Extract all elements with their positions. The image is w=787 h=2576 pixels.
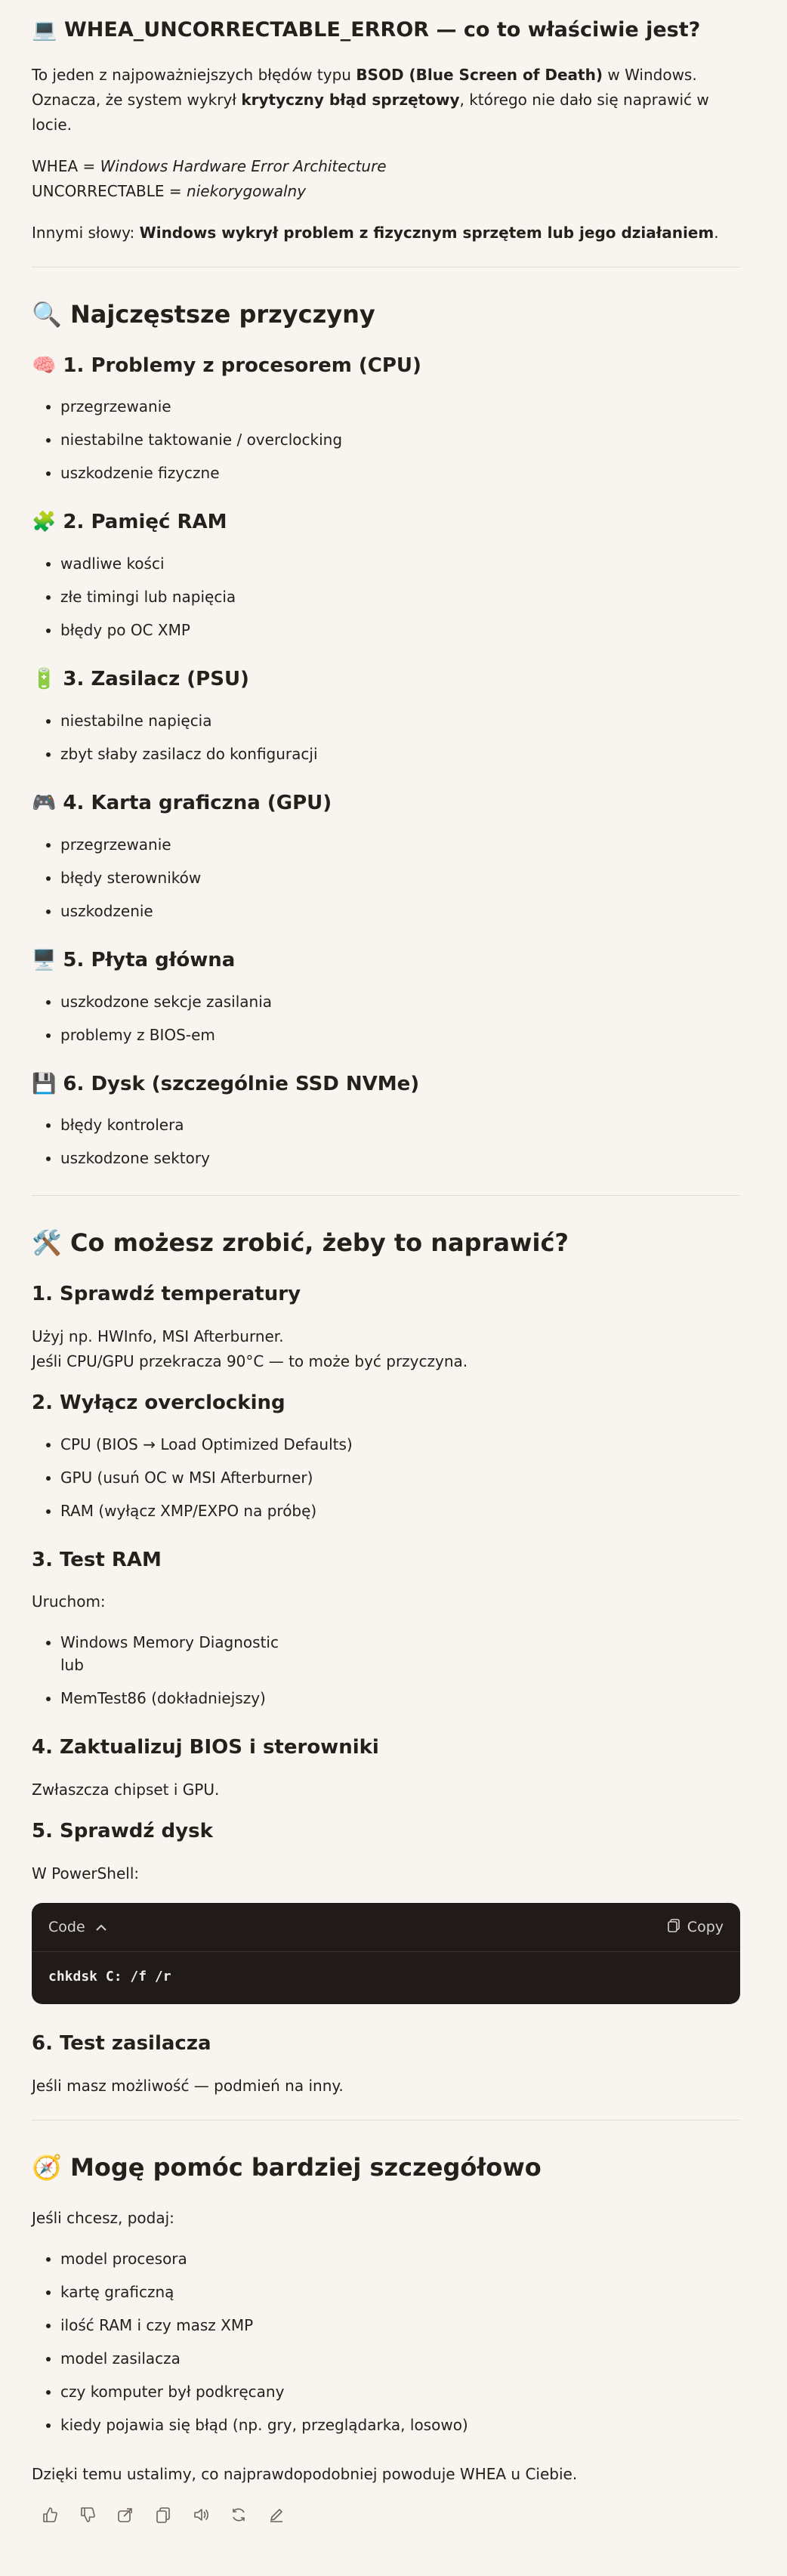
copy-icon bbox=[668, 1919, 680, 1936]
thumbs-down-icon[interactable] bbox=[77, 2507, 98, 2528]
copy-code-button[interactable] bbox=[668, 1919, 724, 1936]
list-item: • zbyt słaby zasilacz do konfiguracji bbox=[60, 743, 740, 765]
summary-paragraph: Innymi słowy: Windows wykrył problem z fizycznym sprzętem lub jego działaniem. bbox=[32, 224, 719, 242]
code-collapse-toggle[interactable] bbox=[48, 1919, 106, 1935]
cause-cpu-list bbox=[32, 395, 740, 484]
list-item: • uszkodzenie bbox=[60, 900, 740, 922]
fix-step-2-title: 2. Wyłącz overclocking bbox=[32, 1391, 285, 1414]
page-title: 💻 WHEA_UNCORRECTABLE_ERROR — co to właściwie jest? bbox=[32, 18, 701, 42]
divider bbox=[32, 1195, 740, 1196]
fix-step-1-title: 1. Sprawdź temperatury bbox=[32, 1283, 301, 1306]
help-heading: 🧭 Mogę pomóc bardziej szczegółowo bbox=[32, 2152, 542, 2182]
list-item: • uszkodzenie fizyczne bbox=[60, 462, 740, 484]
list-item: • uszkodzone sekcje zasilania bbox=[60, 990, 740, 1013]
closing-text: Dzięki temu ustalimy, co najprawdopodobniej powoduje WHEA u Ciebie. bbox=[32, 2465, 578, 2484]
list-item: • niestabilne taktowanie / overclocking bbox=[60, 428, 740, 451]
list-item: • problemy z BIOS-em bbox=[60, 1024, 740, 1046]
chat-message bbox=[32, 17, 740, 2528]
fix-heading: 🛠️ Co możesz zrobić, żeby to naprawić? bbox=[32, 1228, 569, 1258]
edit-icon[interactable] bbox=[266, 2507, 287, 2528]
code-block bbox=[32, 1903, 740, 2004]
list-item: • błędy sterowników bbox=[60, 866, 740, 889]
causes-heading: 🔍 Najczęstsze przyczyny bbox=[32, 300, 375, 329]
list-item: • MemTest86 (dokładniejszy) bbox=[60, 1687, 740, 1710]
cause-disk-title: 💾 6. Dysk (szczególnie SSD NVMe) bbox=[32, 1072, 420, 1095]
fix-step-6-text: Jeśli masz możliwość — podmień na inny. bbox=[32, 2076, 344, 2095]
list-item: • niestabilne napięcia bbox=[60, 709, 740, 732]
cause-disk-list bbox=[32, 1113, 740, 1169]
cause-motherboard-title: 🖥️ 5. Płyta główna bbox=[32, 948, 236, 971]
message-actions bbox=[32, 2507, 740, 2528]
fix-step-4-text: Zwłaszcza chipset i GPU. bbox=[32, 1781, 220, 1799]
thumbs-up-icon[interactable] bbox=[39, 2507, 60, 2528]
regenerate-icon[interactable] bbox=[228, 2507, 249, 2528]
cause-ram-title: 🧩 2. Pamięć RAM bbox=[32, 511, 227, 534]
list-item: • Windows Memory Diagnostic lub bbox=[60, 1631, 740, 1676]
copy-label: Copy bbox=[687, 1919, 724, 1936]
list-item: • błędy po OC XMP bbox=[60, 619, 740, 641]
list-item: • CPU (BIOS → Load Optimized Defaults) bbox=[60, 1433, 740, 1456]
list-item: • kiedy pojawia się błąd (np. gry, przeglądarka, losowo) bbox=[60, 2414, 740, 2436]
fix-step-5-title: 5. Sprawdź dysk bbox=[32, 1820, 213, 1843]
fix-step-3-list bbox=[32, 1631, 740, 1710]
list-item: • czy komputer był podkręcany bbox=[60, 2380, 740, 2403]
acronym-paragraph: WHEA = Windows Hardware Error Architecture UNCORRECTABLE = niekorygowalny bbox=[32, 157, 387, 201]
list-item: • przegrzewanie bbox=[60, 833, 740, 856]
list-item: • uszkodzone sektory bbox=[60, 1147, 740, 1169]
code-content: chkdsk C: /f /r bbox=[48, 1969, 171, 1985]
fix-step-6-title: 6. Test zasilacza bbox=[32, 2032, 211, 2056]
cause-cpu-title: 🧠 1. Problemy z procesorem (CPU) bbox=[32, 354, 421, 377]
list-item: • błędy kontrolera bbox=[60, 1113, 740, 1136]
list-item: • model procesora bbox=[60, 2247, 740, 2270]
cause-motherboard-list bbox=[32, 990, 740, 1046]
help-list bbox=[32, 2247, 740, 2436]
chevron-up-icon bbox=[96, 1919, 106, 1935]
list-item: • GPU (usuń OC w MSI Afterburner) bbox=[60, 1466, 740, 1489]
fix-step-4-title: 4. Zaktualizuj BIOS i sterowniki bbox=[32, 1736, 379, 1759]
list-item: • RAM (wyłącz XMP/EXPO na próbę) bbox=[60, 1500, 740, 1522]
cause-psu-list bbox=[32, 709, 740, 765]
list-item: • złe timingi lub napięcia bbox=[60, 585, 740, 608]
list-item: • przegrzewanie bbox=[60, 395, 740, 418]
help-text: Jeśli chcesz, podaj: bbox=[32, 2209, 174, 2228]
list-item: • model zasilacza bbox=[60, 2347, 740, 2370]
list-item: • ilość RAM i czy masz XMP bbox=[60, 2314, 740, 2337]
speaker-icon[interactable] bbox=[190, 2507, 211, 2528]
fix-step-1-text: Użyj np. HWInfo, MSI Afterburner. Jeśli CPU/GPU przekracza 90°C — to może być przyczyna. bbox=[32, 1327, 468, 1370]
cause-gpu-title: 🎮 4. Karta graficzna (GPU) bbox=[32, 792, 332, 815]
intro-paragraph: To jeden z najpoważniejszych błędów typu BSOD (Blue Screen of Death) w Windows. Oznacza, że system wykrył krytyczny błąd sprzętowy, którego nie dało się naprawić w locie. bbox=[32, 66, 709, 134]
fix-step-3-title: 3. Test RAM bbox=[32, 1548, 162, 1571]
code-label: Code bbox=[48, 1919, 85, 1936]
copy-icon[interactable] bbox=[153, 2507, 174, 2528]
list-item: • wadliwe kości bbox=[60, 552, 740, 575]
cause-gpu-list bbox=[32, 833, 740, 922]
cause-ram-list bbox=[32, 552, 740, 641]
share-icon[interactable] bbox=[115, 2507, 136, 2528]
fix-step-3-text: Uruchom: bbox=[32, 1592, 106, 1611]
fix-step-5-text: W PowerShell: bbox=[32, 1864, 140, 1883]
cause-psu-title: 🔋 3. Zasilacz (PSU) bbox=[32, 668, 249, 691]
fix-step-2-list bbox=[32, 1433, 740, 1522]
code-header bbox=[32, 1903, 740, 1952]
list-item: • kartę graficzną bbox=[60, 2281, 740, 2303]
